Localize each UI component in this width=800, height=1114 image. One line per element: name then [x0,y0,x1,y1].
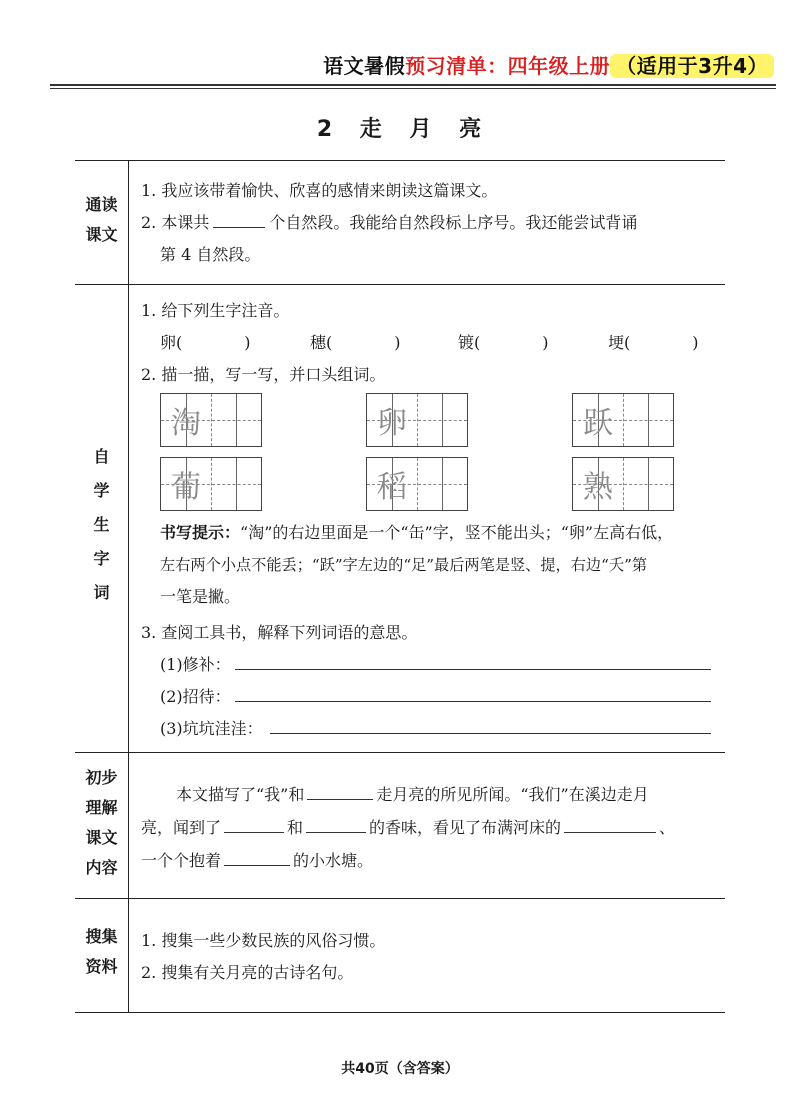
answer-blank[interactable] [564,818,656,833]
char-grid[interactable] [572,457,674,511]
s3-para-line [176,782,649,805]
lesson-number: 2 [316,117,335,142]
pinyin-item[interactable] [458,330,549,353]
pinyin-item[interactable] [310,330,401,353]
pinyin-item[interactable] [608,330,699,353]
answer-line[interactable] [235,669,711,670]
lesson-title [0,112,800,143]
writing-tip-line: 一笔是撇。 [160,587,241,606]
header-title [323,50,774,79]
char-grid[interactable] [160,393,262,447]
s1-item2-text: 个自然段。我能给自然段标上序号。我还能尝试背诵 [269,213,638,232]
table-rule [75,898,725,899]
trace-char: 稻 [377,470,407,505]
trace-char: 葡 [171,470,201,505]
pinyin-paren: ) [692,333,699,352]
trace-char: 卵 [377,406,407,441]
section-label-line: 资料 [85,957,118,976]
section-label-self-study [75,440,128,610]
s3-para-line [141,848,373,871]
s2-q2: 2. 描一描，写一写，并口头组词。 [141,365,386,384]
section-label-line: 内容 [85,858,118,877]
lesson-title-char: 月 [409,117,434,142]
table-rule [75,284,725,285]
s3-text: 、 [659,818,676,837]
pinyin-char: 穗( [310,333,333,352]
s1-item2 [141,210,637,233]
section-label-collect [75,922,128,982]
trace-char: 熟 [583,470,613,505]
writing-tip-text: “淘”的右边里面是一个“缶”字，竖不能出头；“卵”左高右低， [240,523,674,542]
table-rule-top [75,160,725,161]
answer-blank[interactable] [224,851,290,866]
section-label-line: 自 [93,447,110,466]
s2-q3: 3. 查阅工具书，解释下列词语的意思。 [141,623,418,642]
header-title-badge: （适用于3升4） [610,54,774,78]
section-label-line: 通读 [85,195,118,214]
word-label: (3)坑坑洼洼： [160,719,263,738]
s3-para-line [141,815,675,838]
header-title-part2: 预习清单：四年级上册 [405,54,611,78]
pinyin-paren: ) [244,333,251,352]
section-label-read [75,190,128,250]
pinyin-paren: ) [542,333,549,352]
s3-text: 的小水塘。 [293,851,374,870]
s4-item1: 1. 搜集一些少数民族的风俗习惯。 [141,931,386,950]
pinyin-char: 镀( [458,333,481,352]
table-column-divider [128,160,129,1013]
char-grid[interactable] [160,457,262,511]
header-rule-thin [50,88,776,89]
page-footer: 共40页（含答案） [341,1061,459,1077]
s1-item1: 1. 我应该带着愉快、欣喜的感情来朗读这篇课文。 [141,181,498,200]
page-header [0,48,800,88]
section-label-line: 理解 [85,798,118,817]
pinyin-char: 埂( [608,333,631,352]
s3-text: 走月亮的所见所闻。“我们”在溪边走月 [376,785,649,804]
answer-blank[interactable] [306,818,366,833]
trace-char: 淘 [171,406,201,441]
s3-text: 本文描写了“我”和 [176,785,305,804]
s3-text: 一个个抱着 [141,851,222,870]
answer-blank[interactable] [307,785,373,800]
s3-text: 的香味，看见了布满河床的 [369,818,562,837]
section-label-line: 课文 [85,225,118,244]
section-label-line: 课文 [85,828,118,847]
char-grid[interactable] [366,393,468,447]
lesson-title-char: 亮 [459,117,484,142]
section-label-line: 搜集 [85,927,118,946]
s1-item2-text: 2. 本课共 [141,213,210,232]
pinyin-item[interactable] [160,330,251,353]
answer-line[interactable] [235,701,711,702]
section-label-line: 词 [93,583,110,602]
s1-item2-cont: 第 4 自然段。 [160,245,261,264]
pinyin-paren: ) [394,333,401,352]
lesson-title-char: 走 [359,117,384,142]
word-label: (1)修补： [160,655,231,674]
section-label-line: 字 [93,549,110,568]
char-grid[interactable] [366,457,468,511]
char-grid[interactable] [572,393,674,447]
trace-char: 跃 [583,406,613,441]
s2-q1: 1. 给下列生字注音。 [141,301,290,320]
s4-item2: 2. 搜集有关月亮的古诗名句。 [141,963,354,982]
s3-text: 亮，闻到了 [141,818,222,837]
writing-tip-line: 左右两个小点不能丢；“跃”字左边的“足”最后两笔是竖、提，右边“夭”第 [160,556,648,574]
answer-line[interactable] [270,733,711,734]
pinyin-char: 卵( [160,333,183,352]
section-label-line: 生 [93,515,110,534]
header-title-part1: 语文暑假 [323,54,406,78]
section-label-line: 学 [93,481,110,500]
writing-tip-line [160,518,673,548]
table-rule-bottom [75,1012,725,1013]
answer-blank[interactable] [213,213,265,228]
word-label: (2)招待： [160,687,231,706]
answer-blank[interactable] [224,818,284,833]
section-label-line: 初步 [85,768,118,787]
s3-text: 和 [287,818,304,837]
writing-tip-label: 书写提示： [160,523,241,542]
header-rule [50,84,776,86]
section-label-understand [75,763,128,883]
table-rule [75,752,725,753]
